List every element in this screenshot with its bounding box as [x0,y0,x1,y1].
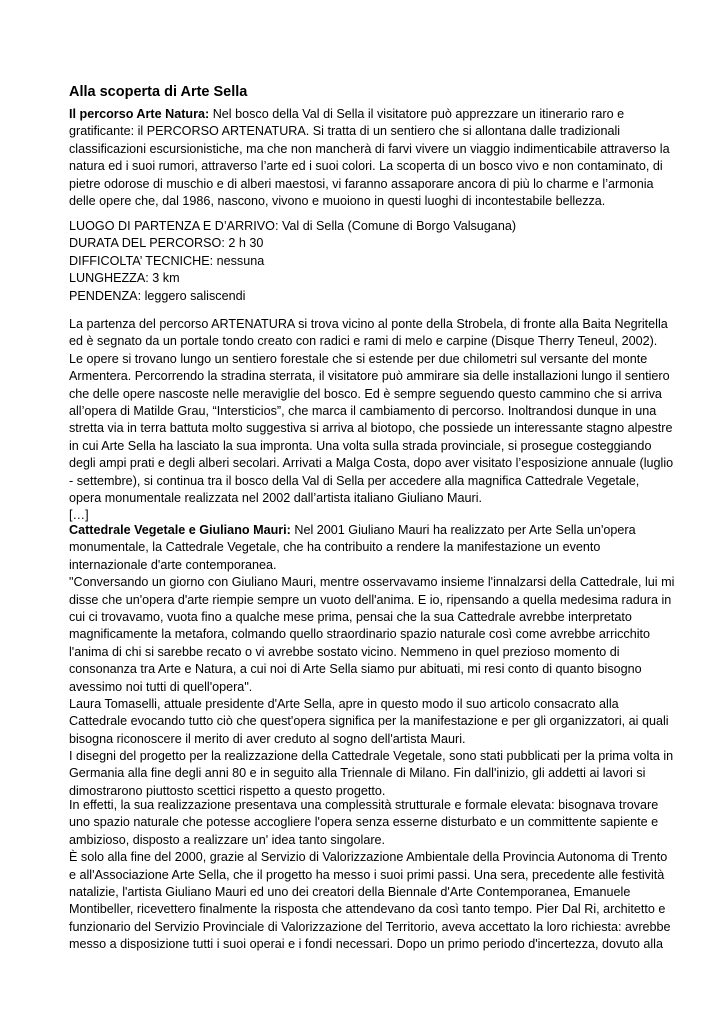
partenza-line: in cui Arte Sella ha lasciato la sua impronta. Una volta sulla strada provinciale, si prosegue costeggiando [69,438,652,453]
partenza-line: La partenza del percorso ARTENATURA si trova vicino al ponte della Strobela, di fronte alla Baita Negritella [69,317,668,331]
realizzazione-line: È solo alla fine del 2000, grazie al Servizio di Valorizzazione Ambientale della Provincia Autonoma di Trento [69,850,668,865]
partenza-line: Armentera. Percorrendo la stradina sterrata, il visitatore può ammirare sia delle installazioni lungo il sentiero [69,369,670,384]
cattedrale-line: bisogna riconoscere il merito di aver creduto al sogno dell'artista Mauri. [69,731,466,746]
cattedrale-line: dimostrarono piuttosto scettici rispetto a questo progetto. [69,783,386,798]
realizzazione-line: uno spazio naturale che potesse accogliere l'opera senza esserne disturbato e un committente sapiente e [69,815,659,830]
cattedrale-line [69,522,664,539]
cattedrale-line: monumentale, la Cattedrale Vegetale, che ha contribuito a rendere la manifestazione un evento [69,540,601,555]
realizzazione-line: ambizioso, disposto a realizzare un' idea tanto singolare. [69,832,386,847]
cattedrale-line: I disegni del progetto per la realizzazione della Cattedrale Vegetale, sono stati pubblicati per la prima volta in [69,749,674,764]
realizzazione-line: funzionario del Servizio Provinciale di Valorizzazione del Territorio, aveva accettato la loro richiesta: avrebbe [69,919,671,934]
cattedrale-lead: Cattedrale Vegetale e Giuliano Mauri: [69,523,291,537]
partenza-line: degli ampi prati e degli alberi secolari. Arrivati a Malga Costa, dopo aver visitato l’esposizione annuale (luglio [69,456,674,471]
intro-lead: Il percorso Arte Natura: [69,107,210,121]
cattedrale-line: disse che un'opera d'arte riempie sempre un vuoto dell'anima. E io, ripensando a quella medesima radura in [69,592,672,607]
partenza-line: all’opera di Matilde Grau, “Intersticios”, che marca il cambiamento di percorso. Inoltrandosi dunque in una [69,403,657,418]
cattedrale-line: consonanza tra Arte e Natura, a cui noi di Arte Sella siamo pur abituati, mi resi conto di quanto bisogno [69,662,642,677]
intro-line: pietre odorose di muschio e di alberi maestosi, vi faranno assaporare ancora di più lo charme e l’armonia [69,176,654,191]
intro-paragraph [69,106,670,210]
realizzazione-paragraph [69,797,671,954]
detail-line: DIFFICOLTA’ TECNICHE: nessuna [69,253,265,268]
detail-line: PENDENZA: leggero saliscendi [69,288,246,303]
realizzazione-line: natalizie, l'artista Giuliano Mauri ed uno dei creatori della Biennale d'Arte Contemporanea, Emanuele [69,884,631,899]
partenza-line: […] [69,508,89,523]
details-list [69,218,664,305]
page-title: Alla scoperta di Arte Sella [69,84,248,100]
realizzazione-line: e all'Associazione Arte Sella, che il progetto ha messo i suoi primi passi. Una sera, precedente alle festività [69,867,665,882]
cattedrale-line: cui ci trovavamo, vuota fino a qualche mese prima, pensai che la sua Cattedrale avrebbe interpretato [69,609,632,624]
cattedrale-text: Nel 2001 Giuliano Mauri ha realizzato per Arte Sella un'opera [290,523,636,537]
partenza-line: opera monumentale realizzata nel 2002 dall’artista italiano Giuliano Mauri. [69,490,483,505]
cattedrale-paragraph [69,522,675,800]
detail-line: LUNGHEZZA: 3 km [69,271,180,286]
partenza-line: Le opere si trovano lungo un sentiero forestale che si estende per due chilometri sul versante del monte [69,351,648,366]
partenza-line: - settembre), si continua tra il bosco della Val di Sella per accedere alla magnifica Cattedrale Vegetale, [69,473,640,488]
realizzazione-line: Montibeller, ricevettero finalmente la risposta che attendevano da così tanto tempo. Pier Dal Ri, architetto e [69,902,666,917]
partenza-line: ed è segnato da un portale tondo creato con radici e rami di melo e carpine (Disque Therry Teneul, 2002). [69,334,658,349]
cattedrale-line: internazionale d'arte contemporanea. [69,557,277,572]
detail-line: DURATA DEL PERCORSO: 2 h 30 [69,236,264,251]
cattedrale-line: magnificamente la metafora, colmando quello straordinario spazio naturale così come avrebbe arricchito [69,627,651,642]
cattedrale-line: avessimo noi tutti di quell'opera". [69,679,253,694]
partenza-paragraph [69,316,674,525]
intro-line [69,106,664,123]
partenza-line: che delle opere nascoste nelle meraviglie del bosco. Ed è sempre seguendo questo cammino che si arriva [69,386,662,401]
partenza-line: stretta via in terra battuta molto suggestiva si arriva al biotopo, che possiede un interessante stagno alpestre [69,421,673,436]
detail-line: LUOGO DI PARTENZA E D’ARRIVO: Val di Sella (Comune di Borgo Valsugana) [69,219,517,233]
intro-line: gratificante: il PERCORSO ARTENATURA. Si tratta di un sentiero che si allontana dalle tradizionali [69,124,621,139]
cattedrale-line: Laura Tomaselli, attuale presidente d'Arte Sella, apre in questo modo il suo articolo consacrato alla [69,696,619,711]
cattedrale-line: Cattedrale evocando tutto ciò che quest'opera significa per la manifestazione e per gli organizzatori, ai quali [69,714,669,729]
intro-line: natura ed i suoi rumori, attraverso l’arte ed i suoi colori. La scoperta di un bosco vivo e non contaminato, di [69,159,663,174]
cattedrale-line: l'anima di chi si sarebbe recato o vi avrebbe sostato vicino. Nemmeno in quel prezioso momento di [69,644,620,659]
intro-line: delle opere che, dal 1986, nascono, vivono e muoiono in questi luoghi di incontestabile bellezza. [69,193,606,208]
realizzazione-line: In effetti, la sua realizzazione presentava una complessità strutturale e formale elevata: bisognava trovare [69,798,659,812]
realizzazione-line: messo a disposizione tutti i suoi operai e i fondi necessari. Dopo un primo periodo d'incertezza, dovuto alla [69,937,663,952]
intro-line: classificazioni escursionistiche, ma che non mancherà di farvi vivere un viaggio indimenticabile attraverso la [69,141,670,156]
intro-text: Nel bosco della Val di Sella il visitatore può apprezzare un itinerario raro e [209,107,625,121]
cattedrale-line: Germania alla fine degli anni 80 e in seguito alla Triennale di Milano. Fin dall'inizio, gli addetti ai lavori si [69,766,646,781]
cattedrale-line: "Conversando un giorno con Giuliano Mauri, mentre osservavamo insieme l'innalzarsi della Cattedrale, lui mi [69,575,675,590]
